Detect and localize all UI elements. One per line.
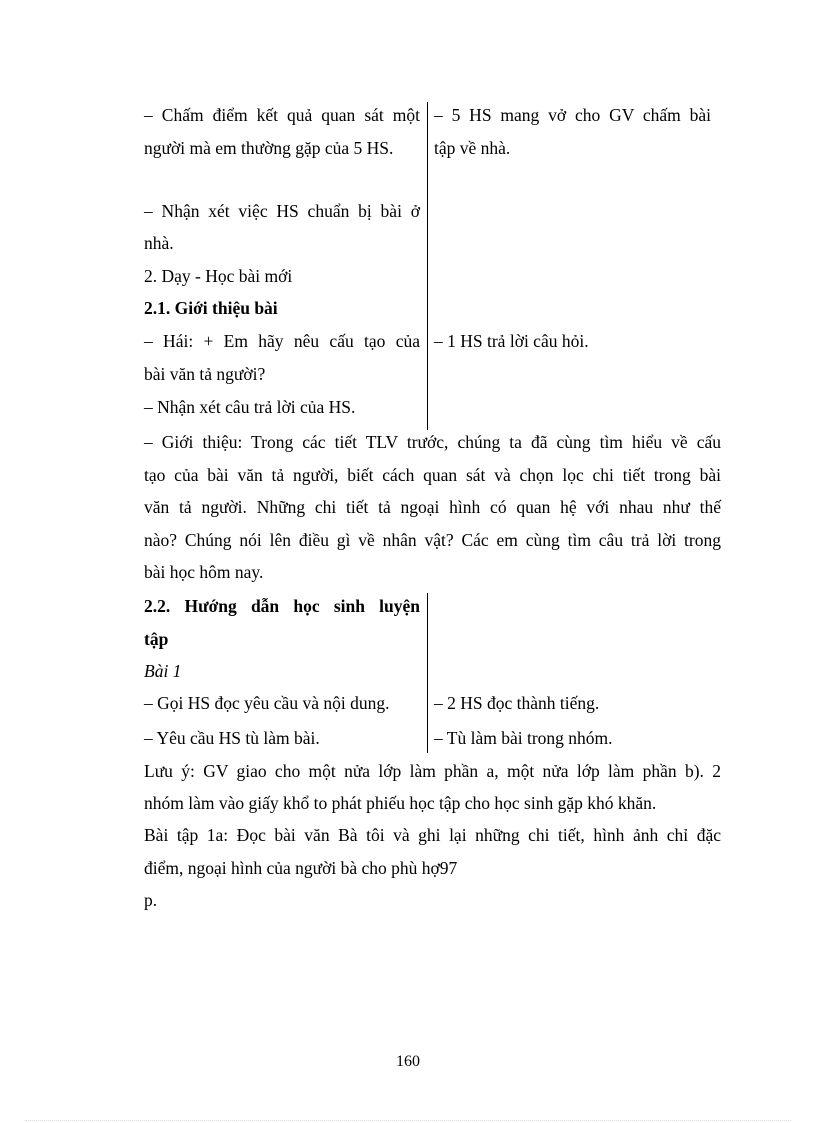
exercise-paragraph-line: điểm, ngoại hình của người bà cho phù hợ97 (144, 858, 458, 878)
page-number: 160 (396, 1053, 420, 1070)
subsection-heading: 2.1. Giới thiệu bài (144, 298, 278, 318)
student-activity-line: – 5 HS mang vở cho GV chấm bài (434, 105, 711, 125)
student-activity-line: tập về nhà. (434, 138, 511, 158)
intro-paragraph-line: văn tả người. Những chi tiết tả ngoại hình có quan hệ với nhau như thế (144, 497, 721, 517)
teacher-activity-line: – Nhận xét việc HS chuẩn bị bài ở (144, 201, 420, 221)
section-heading: 2. Dạy - Học bài mới (144, 266, 293, 286)
exercise-paragraph-line: Bài tập 1a: Đọc bài văn Bà tôi và ghi lại những chi tiết, hình ảnh chỉ đặc (144, 825, 721, 845)
student-activity-line: – 2 HS đọc thành tiếng. (434, 693, 600, 713)
student-activity-line: – 1 HS trả lời câu hỏi. (434, 331, 589, 351)
column-divider (427, 102, 428, 430)
teacher-activity-line: – Nhận xét câu trả lời của HS. (144, 397, 356, 417)
note-paragraph-line: Lưu ý: GV giao cho một nửa lớp làm phần a, một nửa lớp làm phần b). 2 (144, 761, 721, 781)
intro-paragraph-line: – Giới thiệu: Trong các tiết TLV trước, chúng ta đã cùng tìm hiểu về cấu (144, 432, 721, 452)
intro-paragraph-line: tạo của bài văn tả người, biết cách quan sát và chọn lọc chi tiết trong bài (144, 465, 721, 485)
column-divider (427, 593, 428, 753)
exercise-label: Bài 1 (144, 661, 182, 681)
teacher-activity-line: – Chấm điểm kết quả quan sát một (144, 105, 420, 125)
note-paragraph-line: nhóm làm vào giấy khổ to phát phiếu học tập cho học sinh gặp khó khăn. (144, 793, 657, 813)
teacher-activity-line: – Yêu cầu HS tù làm bài. (144, 728, 320, 748)
intro-paragraph-line: bài học hôm nay. (144, 562, 264, 582)
teacher-activity-line: nhà. (144, 233, 174, 253)
exercise-paragraph-line: p. (144, 890, 158, 910)
teacher-activity-line: bài văn tả người? (144, 364, 266, 384)
subsection-heading: tập (144, 629, 169, 649)
intro-paragraph-line: nào? Chúng nói lên điều gì về nhân vật? Các em cùng tìm câu trả lời trong (144, 530, 721, 550)
subsection-heading: 2.2. Hướng dẫn học sinh luyện (144, 596, 420, 616)
student-activity-line: – Tù làm bài trong nhóm. (434, 728, 613, 748)
teacher-activity-line: – Gọi HS đọc yêu cầu và nội dung. (144, 693, 390, 713)
teacher-activity-line: – Hái: + Em hãy nêu cấu tạo của (144, 331, 420, 351)
teacher-activity-line: người mà em thường gặp của 5 HS. (144, 138, 394, 158)
page-bottom-border (25, 1120, 791, 1121)
